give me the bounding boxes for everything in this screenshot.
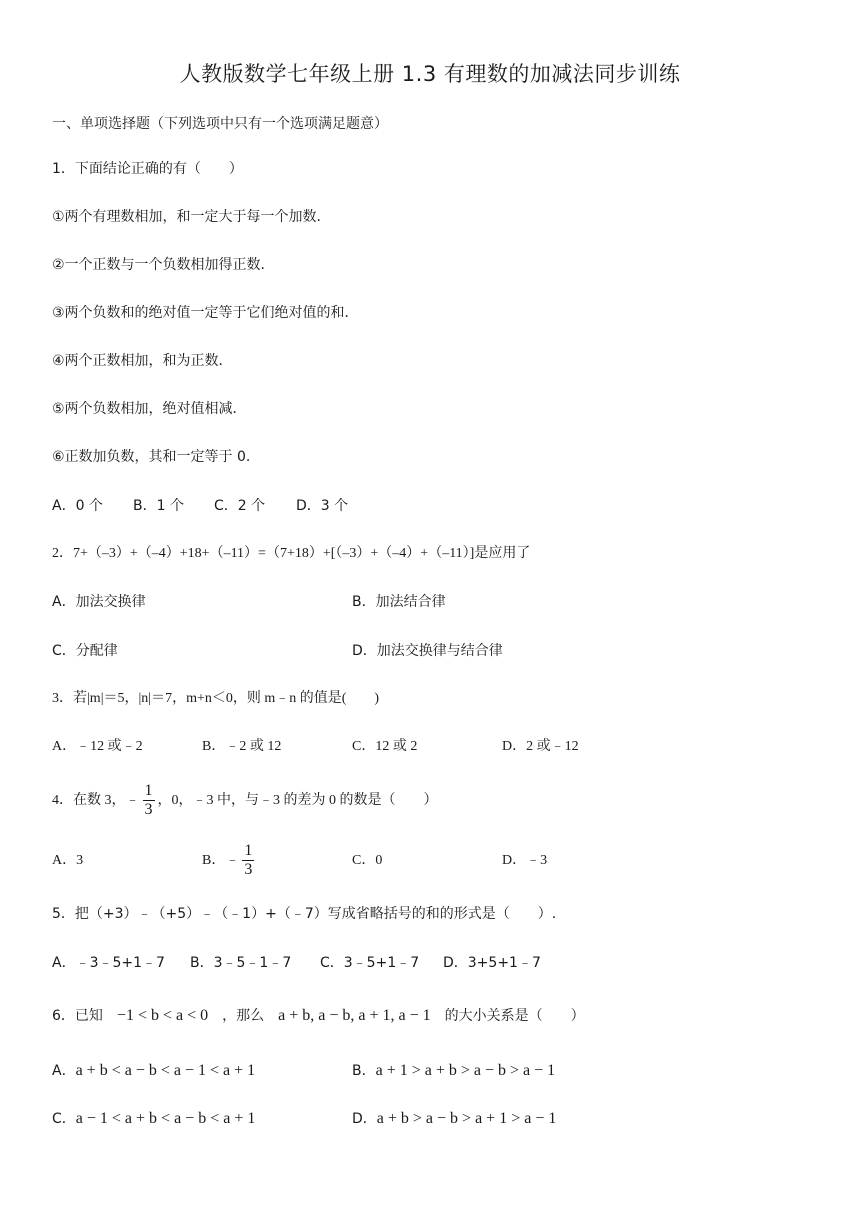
q6-option-d-expr: a + b > a − b > a + 1 > a − 1 — [376, 1110, 557, 1127]
q1-statement-2: ②一个正数与一个负数相加得正数． — [52, 257, 275, 273]
q6-stem-mid: ，那么 — [222, 1008, 265, 1024]
q4-fraction-denominator: 3 — [144, 801, 153, 819]
q4-option-c: C．0 — [352, 853, 383, 868]
q1-statement-1: ①两个有理数相加，和一定大于每一个加数． — [52, 209, 331, 225]
q4-fraction — [143, 782, 155, 819]
q4-option-b — [202, 842, 257, 880]
q4-fraction-numerator: 1 — [144, 782, 153, 800]
q4-option-d: D．﹣3 — [502, 853, 548, 868]
q6-option-a-expr: a + b < a − b < a − 1 < a + 1 — [75, 1062, 256, 1079]
q6-stem-prefix: 6．已知 — [52, 1008, 103, 1024]
q2-stem: 2．7+（–3）+（–4）+18+（–11）=（7+18）+[（–3）+（–4）+（–11）]是应用了 — [52, 546, 531, 561]
q1-option-a: A．0 个 — [52, 498, 103, 514]
q5-option-b: B．3﹣5﹣1﹣7 — [190, 955, 292, 971]
q6-option-c — [52, 1109, 255, 1129]
q3-option-b: B．﹣2 或 12 — [202, 739, 282, 754]
document-title: 人教版数学七年级上册 1.3 有理数的加减法同步训练 — [179, 62, 681, 86]
q1-stem: 1．下面结论正确的有（ ） — [52, 161, 243, 177]
q5-option-a: A．﹣3﹣5+1﹣7 — [52, 955, 165, 971]
q6-option-b-expr: a + 1 > a + b > a − b > a − 1 — [375, 1062, 556, 1079]
q2-option-b: B．加法结合律 — [352, 594, 446, 610]
q6-option-b-label: B． — [352, 1063, 376, 1079]
q4-option-b-label: B．﹣ — [202, 853, 240, 868]
q6-option-b — [352, 1061, 555, 1081]
q6-expressions: a + b, a − b, a + 1, a − 1 — [278, 1007, 431, 1024]
q1-option-c: C．2 个 — [214, 498, 266, 514]
q6-option-c-label: C． — [52, 1111, 76, 1127]
q1-statement-6: ⑥正数加负数，其和一定等于 0. — [52, 449, 251, 465]
q6-option-a-label: A． — [52, 1063, 76, 1079]
q3-option-c: C．12 或 2 — [352, 739, 418, 754]
q4-option-b-fraction — [242, 842, 254, 879]
q1-statement-5: ⑤两个负数相加，绝对值相减． — [52, 401, 247, 417]
q4-stem — [52, 782, 438, 820]
q3-option-d: D．2 或﹣12 — [502, 739, 579, 754]
q3-stem: 3．若|m|＝5，|n|＝7，m+n＜0，则 m﹣n 的值是( ) — [52, 691, 380, 706]
q3-option-a: A．﹣12 或﹣2 — [52, 739, 143, 754]
q1-statement-3: ③两个负数和的绝对值一定等于它们绝对值的和． — [52, 305, 359, 321]
q6-stem — [52, 1006, 585, 1026]
q1-option-d: D．3 个 — [296, 498, 349, 514]
q6-option-d — [352, 1109, 556, 1129]
q4-stem-suffix: ，0，﹣3 中，与﹣3 的差为 0 的数是（ ） — [157, 793, 438, 808]
q6-option-c-expr: a − 1 < a + b < a − b < a + 1 — [75, 1110, 256, 1127]
section-heading: 一、单项选择题（下列选项中只有一个选项满足题意） — [52, 116, 388, 132]
q1-option-b: B．1 个 — [133, 498, 184, 514]
q6-condition: −1 < b < a < 0 — [116, 1007, 209, 1024]
q4-option-b-denominator: 3 — [244, 861, 253, 879]
q5-option-c: C．3﹣5+1﹣7 — [320, 955, 420, 971]
q6-stem-suffix: 的大小关系是（ ） — [444, 1008, 585, 1024]
q6-option-a — [52, 1061, 255, 1081]
q5-stem: 5．把（+3）﹣（+5）﹣（﹣1）+（﹣7）写成省略括号的和的形式是（ ）. — [52, 906, 557, 922]
q4-option-a: A．3 — [52, 853, 84, 868]
q5-option-d: D．3+5+1﹣7 — [443, 955, 541, 971]
q4-stem-prefix: 4．在数 3，﹣ — [52, 793, 140, 808]
q4-option-b-numerator: 1 — [244, 842, 253, 860]
q6-option-d-label: D． — [352, 1111, 377, 1127]
q2-option-a: A．加法交换律 — [52, 594, 146, 610]
q1-statement-4: ④两个正数相加，和为正数． — [52, 353, 233, 369]
q2-option-d: D．加法交换律与结合律 — [352, 643, 503, 659]
q2-option-c: C．分配律 — [52, 643, 118, 659]
